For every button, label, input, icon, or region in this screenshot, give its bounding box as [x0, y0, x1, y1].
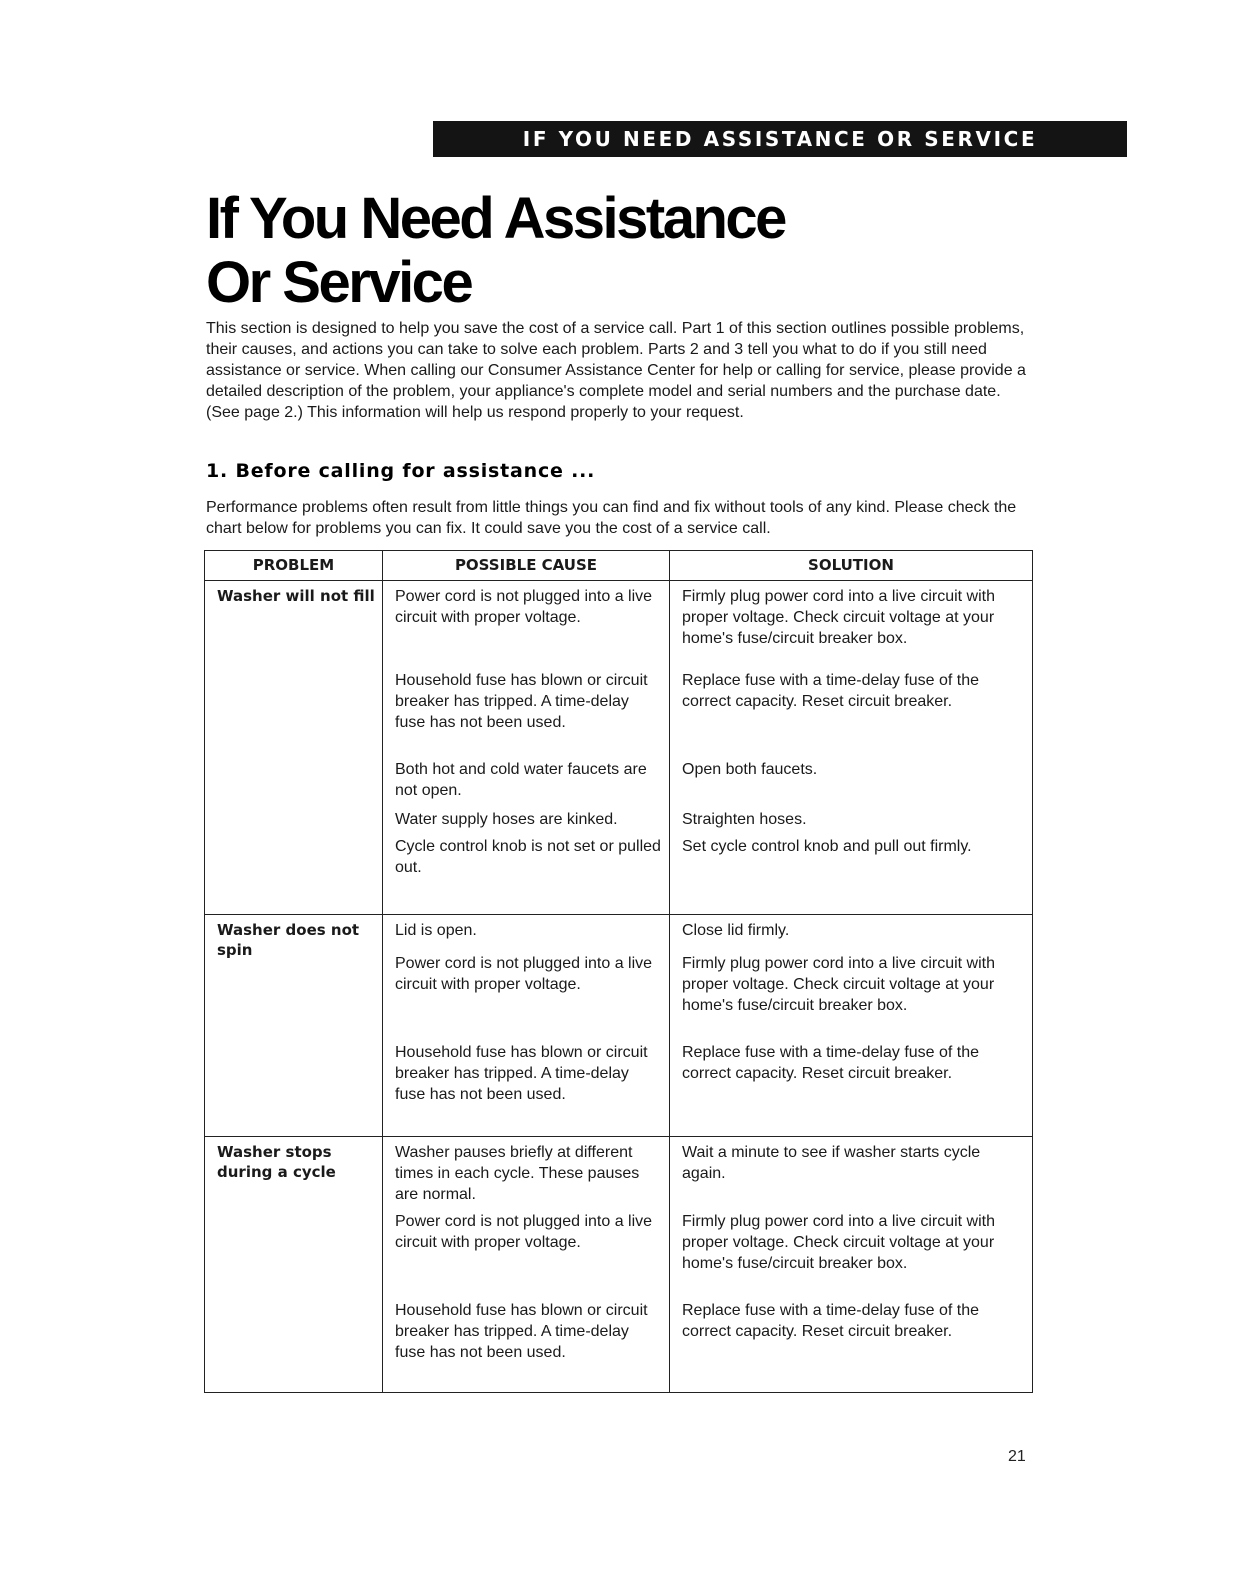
troubleshooting-table — [204, 550, 1033, 1393]
cause-entry: Power cord is not plugged into a live circuit with proper voltage. — [395, 1213, 653, 1251]
solution-entry: Wait a minute to see if washer starts cycle again. — [682, 1144, 981, 1182]
cause-entry: Washer pauses briefly at different times in each cycle. These pauses are normal. — [395, 1144, 640, 1203]
problem-cell: Washer will not fill — [205, 581, 383, 915]
solution-entry: Set cycle control knob and pull out firmly. — [682, 838, 972, 855]
solution-entry: Close lid firmly. — [682, 922, 790, 939]
solution-entry: Straighten hoses. — [682, 811, 807, 828]
cause-entry: Lid is open. — [395, 922, 477, 939]
table-row — [205, 1137, 1033, 1393]
section-banner: IF YOU NEED ASSISTANCE OR SERVICE — [433, 121, 1127, 157]
cause-entry: Household fuse has blown or circuit breaker has tripped. A time-delay fuse has not been used. — [395, 1044, 648, 1103]
solution-cell — [670, 1137, 1033, 1393]
page-title — [206, 187, 785, 315]
section-heading: 1. Before calling for assistance ... — [206, 460, 596, 482]
page-title-line-1: If You Need Assistance — [206, 186, 785, 251]
cause-entry: Cycle control knob is not set or pulled out. — [395, 838, 661, 876]
section-lead-paragraph: Performance problems often result from little things you can find and fix without tools of any kind. Please check the chart below for problems you can fix. It could save you the cost of a service call. — [206, 499, 1017, 537]
solution-entry: Replace fuse with a time-delay fuse of the correct capacity. Reset circuit breaker. — [682, 672, 980, 710]
solution-cell — [670, 581, 1033, 915]
header-possible-cause: POSSIBLE CAUSE — [383, 551, 670, 581]
header-problem: PROBLEM — [205, 551, 383, 581]
solution-entry: Firmly plug power cord into a live circuit with proper voltage. Check circuit voltage at your home's fuse/circuit breaker box. — [682, 588, 995, 647]
cause-cell — [383, 915, 670, 1137]
cause-entry: Household fuse has blown or circuit breaker has tripped. A time-delay fuse has not been used. — [395, 1302, 648, 1361]
page-title-line-2: Or Service — [206, 250, 472, 315]
table-row — [205, 581, 1033, 915]
cause-entry: Both hot and cold water faucets are not open. — [395, 761, 647, 799]
solution-entry: Firmly plug power cord into a live circuit with proper voltage. Check circuit voltage at your home's fuse/circuit breaker box. — [682, 955, 995, 1014]
cause-cell — [383, 1137, 670, 1393]
cause-entry: Household fuse has blown or circuit breaker has tripped. A time-delay fuse has not been used. — [395, 672, 648, 731]
header-solution: SOLUTION — [670, 551, 1033, 581]
problem-cell: Washer does not spin — [205, 915, 383, 1137]
problem-cell: Washer stops during a cycle — [205, 1137, 383, 1393]
solution-cell — [670, 915, 1033, 1137]
table-header-row — [205, 551, 1033, 581]
cause-entry: Power cord is not plugged into a live circuit with proper voltage. — [395, 955, 653, 993]
solution-entry: Replace fuse with a time-delay fuse of the correct capacity. Reset circuit breaker. — [682, 1044, 980, 1082]
cause-cell — [383, 581, 670, 915]
page-number: 21 — [1008, 1448, 1026, 1465]
cause-entry: Power cord is not plugged into a live circuit with proper voltage. — [395, 588, 653, 626]
solution-entry: Firmly plug power cord into a live circuit with proper voltage. Check circuit voltage at your home's fuse/circuit breaker box. — [682, 1213, 995, 1272]
intro-paragraph: This section is designed to help you save the cost of a service call. Part 1 of this section outlines possible problems, their causes, and actions you can take to solve each problem. Parts 2 and 3 tell you what to do if you still need assistance or service. When calling our Consumer Assistance Center for help or calling for service, please provide a detailed description of the problem, your appliance's complete model and serial numbers and the purchase date. (See page 2.) This information will help us respond properly to your request. — [206, 320, 1026, 421]
table-row — [205, 915, 1033, 1137]
cause-entry: Water supply hoses are kinked. — [395, 811, 618, 828]
solution-entry: Replace fuse with a time-delay fuse of the correct capacity. Reset circuit breaker. — [682, 1302, 980, 1340]
solution-entry: Open both faucets. — [682, 761, 818, 778]
